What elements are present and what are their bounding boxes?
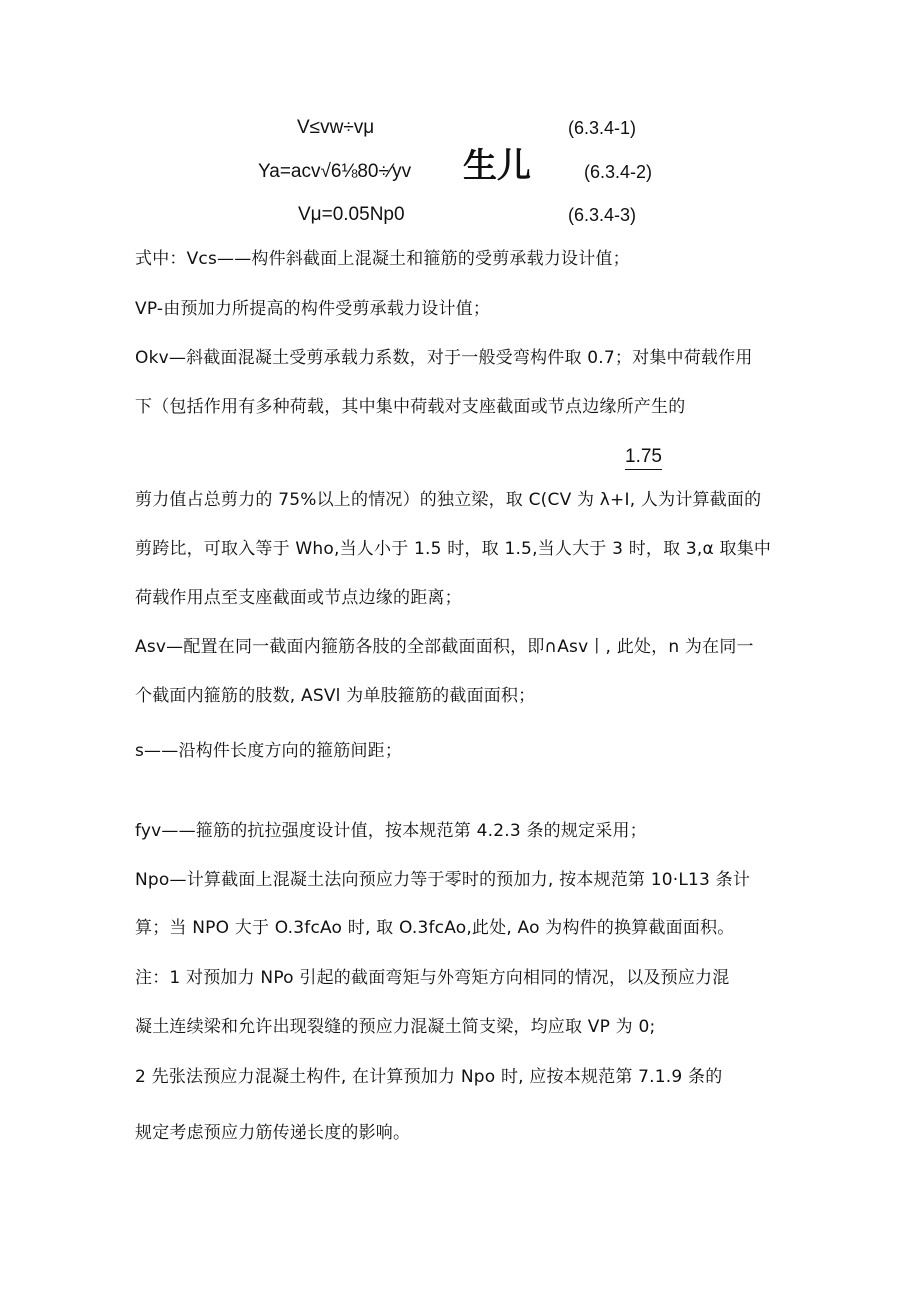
text-line: 荷载作用点至支座截面或节点边缘的距离；: [135, 588, 462, 608]
equation-1: V≤vw÷vμ: [297, 117, 375, 138]
equation-3-number: (6.3.4-3): [568, 205, 637, 225]
text-line: Okv—斜截面混凝土受剪承载力系数，对于一般受弯构件取 0.7；对集中荷载作用: [135, 348, 753, 368]
text-line: 剪跨比，可取入等于 Who,当人小于 1.5 时，取 1.5,当人大于 3 时，取 3,α 取集中: [135, 539, 772, 559]
fraction-numerator: 1.75: [625, 445, 662, 470]
equation-2: Ya=acv√6⅛80÷⁄yv: [258, 161, 412, 182]
stamp-text: 生儿: [463, 146, 531, 186]
text-line: 2 先张法预应力混凝土构件, 在计算预加力 Npo 时, 应按本规范第 7.1.9 条的: [135, 1067, 723, 1087]
text-line: 剪力值占总剪力的 75%以上的情况）的独立梁，取 C(CV 为 λ+I, 人为计算截面的: [135, 490, 762, 510]
text-line: Npo—计算截面上混凝土法向预应力等于零时的预加力, 按本规范第 10·L13 条计: [135, 870, 751, 890]
text-line: 个截面内箍筋的肢数, ASVl 为单肢箍筋的截面面积；: [135, 686, 536, 706]
text-line: 注：1 对预加力 NPo 引起的截面弯矩与外弯矩方向相同的情况，以及预应力混: [135, 968, 730, 988]
text-line: 式中：Vcs——构件斜截面上混凝土和箍筋的受剪承载力设计值；: [135, 249, 630, 269]
text-line: VP-由预加力所提高的构件受剪承载力设计值；: [135, 299, 491, 319]
text-line: 下（包括作用有多种荷载，其中集中荷载对支座截面或节点边缘所产生的: [135, 397, 686, 417]
text-line: 算；当 NPO 大于 O.3fcAo 时, 取 O.3fcAo,此处, Ao 为构件的换算截面面积。: [135, 918, 735, 938]
text-line: fyv——箍筋的抗拉强度设计值，按本规范第 4.2.3 条的规定采用；: [135, 821, 647, 841]
text-line: 规定考虑预应力筋传递长度的影响。: [135, 1123, 411, 1143]
equation-1-number: (6.3.4-1): [568, 118, 637, 138]
equation-3: Vμ=0.05Np0: [298, 204, 405, 225]
text-line: Asv—配置在同一截面内箍筋各肢的全部截面面积，即∩Asv丨, 此处，n 为在同一: [135, 637, 754, 657]
text-line: 凝土连续梁和允许出现裂缝的预应力混凝土简支梁，均应取 VP 为 0;: [135, 1017, 656, 1037]
text-line: s——沿构件长度方向的箍筋间距；: [135, 741, 403, 761]
equation-2-number: (6.3.4-2): [584, 162, 653, 182]
